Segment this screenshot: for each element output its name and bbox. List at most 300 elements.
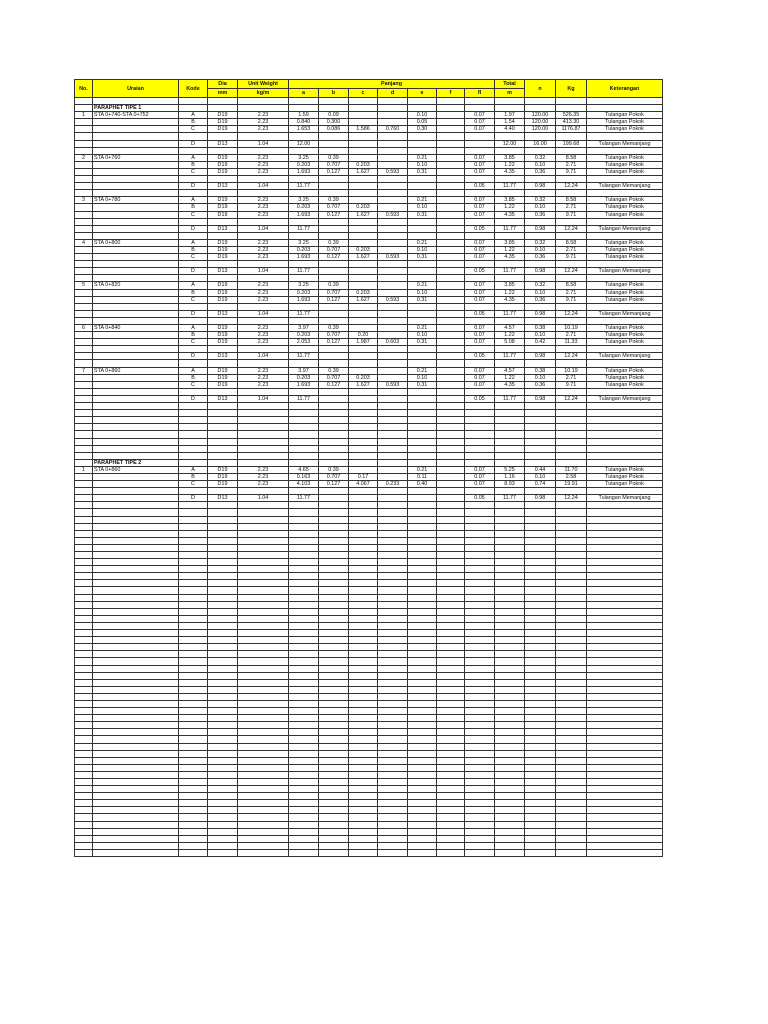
cell-c[interactable] [349, 594, 378, 601]
cell-fl[interactable] [465, 438, 495, 445]
header-unit-weight[interactable]: Unit Weight [238, 80, 289, 89]
cell-dia[interactable]: D19 [208, 367, 238, 374]
cell-fl[interactable] [465, 594, 495, 601]
cell-e[interactable] [408, 729, 437, 736]
cell-b[interactable]: 0.127 [319, 381, 349, 388]
cell-b[interactable] [319, 268, 349, 275]
cell-no[interactable] [75, 317, 93, 324]
cell-n[interactable] [525, 658, 556, 665]
cell-keterangan[interactable]: Tulangan Pokok [587, 367, 663, 374]
cell-b[interactable] [319, 98, 349, 105]
cell-e[interactable] [408, 828, 437, 835]
cell-c[interactable] [349, 147, 378, 154]
cell-fl[interactable] [465, 559, 495, 566]
cell-e[interactable] [408, 786, 437, 793]
cell-total[interactable] [495, 658, 525, 665]
cell-kode[interactable]: A [179, 282, 208, 289]
cell-e[interactable] [408, 835, 437, 842]
cell-f[interactable] [437, 204, 465, 211]
cell-n[interactable] [525, 261, 556, 268]
cell-uraian[interactable] [93, 651, 179, 658]
cell-kode[interactable]: B [179, 204, 208, 211]
cell-c[interactable]: 0.203 [349, 374, 378, 381]
cell-a[interactable]: 1.59 [289, 112, 319, 119]
cell-kode[interactable] [179, 176, 208, 183]
cell-f[interactable] [437, 587, 465, 594]
cell-n[interactable]: 0.74 [525, 481, 556, 488]
cell-keterangan[interactable] [587, 431, 663, 438]
cell-d[interactable] [378, 608, 408, 615]
cell-fl[interactable] [465, 388, 495, 395]
cell-dia[interactable]: D19 [208, 154, 238, 161]
cell-kg[interactable]: 9.71 [556, 168, 587, 175]
cell-b[interactable] [319, 395, 349, 402]
cell-f[interactable] [437, 566, 465, 573]
cell-b[interactable]: 0.707 [319, 204, 349, 211]
cell-e[interactable] [408, 644, 437, 651]
cell-unit-weight[interactable]: 2.23 [238, 254, 289, 261]
cell-no[interactable] [75, 303, 93, 310]
cell-d[interactable] [378, 403, 408, 410]
cell-dia[interactable] [208, 630, 238, 637]
cell-c[interactable] [349, 438, 378, 445]
cell-uraian[interactable] [93, 502, 179, 509]
cell-unit-weight[interactable] [238, 658, 289, 665]
cell-d[interactable] [378, 842, 408, 849]
cell-d[interactable] [378, 112, 408, 119]
cell-a[interactable] [289, 360, 319, 367]
cell-unit-weight[interactable] [238, 807, 289, 814]
cell-fl[interactable]: 0.07 [465, 168, 495, 175]
cell-kg[interactable] [556, 587, 587, 594]
cell-dia[interactable] [208, 544, 238, 551]
cell-keterangan[interactable]: Tulangan Pokok [587, 246, 663, 253]
cell-e[interactable] [408, 495, 437, 502]
cell-e[interactable] [408, 800, 437, 807]
cell-kode[interactable] [179, 771, 208, 778]
cell-total[interactable] [495, 275, 525, 282]
cell-kg[interactable] [556, 438, 587, 445]
cell-kg[interactable]: 2.71 [556, 289, 587, 296]
cell-kode[interactable] [179, 147, 208, 154]
cell-kode[interactable] [179, 98, 208, 105]
cell-fl[interactable] [465, 580, 495, 587]
cell-f[interactable] [437, 686, 465, 693]
cell-b[interactable] [319, 105, 349, 112]
cell-e[interactable] [408, 268, 437, 275]
cell-uraian[interactable] [93, 601, 179, 608]
cell-e[interactable] [408, 395, 437, 402]
cell-e[interactable] [408, 665, 437, 672]
cell-a[interactable] [289, 630, 319, 637]
cell-uraian[interactable]: STA 0+840 [93, 325, 179, 332]
cell-keterangan[interactable] [587, 317, 663, 324]
cell-keterangan[interactable] [587, 814, 663, 821]
cell-a[interactable] [289, 693, 319, 700]
cell-e[interactable]: 0.40 [408, 481, 437, 488]
cell-d[interactable] [378, 325, 408, 332]
cell-n[interactable] [525, 303, 556, 310]
cell-fl[interactable] [465, 729, 495, 736]
cell-no[interactable] [75, 204, 93, 211]
cell-dia[interactable] [208, 615, 238, 622]
cell-dia[interactable] [208, 658, 238, 665]
cell-dia[interactable]: D19 [208, 481, 238, 488]
cell-unit-weight[interactable] [238, 502, 289, 509]
cell-fl[interactable]: 0.07 [465, 197, 495, 204]
cell-fl[interactable] [465, 828, 495, 835]
cell-keterangan[interactable] [587, 793, 663, 800]
cell-total[interactable]: 4.40 [495, 126, 525, 133]
cell-f[interactable] [437, 452, 465, 459]
cell-c[interactable] [349, 154, 378, 161]
cell-f[interactable] [437, 339, 465, 346]
cell-f[interactable] [437, 332, 465, 339]
cell-a[interactable] [289, 445, 319, 452]
cell-uraian[interactable] [93, 757, 179, 764]
cell-dia[interactable] [208, 807, 238, 814]
cell-e[interactable] [408, 573, 437, 580]
cell-fl[interactable]: 0.07 [465, 161, 495, 168]
cell-a[interactable] [289, 559, 319, 566]
cell-total[interactable] [495, 98, 525, 105]
cell-n[interactable] [525, 771, 556, 778]
cell-no[interactable] [75, 190, 93, 197]
cell-f[interactable] [437, 835, 465, 842]
cell-c[interactable] [349, 431, 378, 438]
cell-uraian[interactable] [93, 708, 179, 715]
cell-kg[interactable] [556, 800, 587, 807]
cell-uraian[interactable] [93, 211, 179, 218]
cell-d[interactable] [378, 800, 408, 807]
cell-e[interactable]: 0.30 [408, 126, 437, 133]
cell-fl[interactable] [465, 800, 495, 807]
cell-fl[interactable] [465, 771, 495, 778]
cell-c[interactable] [349, 119, 378, 126]
cell-uraian[interactable] [93, 587, 179, 594]
cell-no[interactable] [75, 346, 93, 353]
cell-no[interactable] [75, 644, 93, 651]
cell-dia[interactable] [208, 133, 238, 140]
cell-dia[interactable] [208, 275, 238, 282]
cell-a[interactable] [289, 729, 319, 736]
cell-b[interactable] [319, 743, 349, 750]
cell-fl[interactable] [465, 530, 495, 537]
cell-c[interactable] [349, 849, 378, 856]
cell-d[interactable] [378, 119, 408, 126]
cell-n[interactable] [525, 232, 556, 239]
cell-kode[interactable]: B [179, 119, 208, 126]
cell-unit-weight[interactable] [238, 438, 289, 445]
cell-fl[interactable] [465, 190, 495, 197]
cell-d[interactable] [378, 544, 408, 551]
cell-dia[interactable] [208, 105, 238, 112]
cell-f[interactable] [437, 374, 465, 381]
cell-f[interactable] [437, 580, 465, 587]
cell-a[interactable]: 1.693 [289, 296, 319, 303]
cell-f[interactable] [437, 254, 465, 261]
cell-a[interactable] [289, 133, 319, 140]
cell-uraian[interactable] [93, 339, 179, 346]
cell-a[interactable] [289, 147, 319, 154]
cell-f[interactable] [437, 466, 465, 473]
cell-e[interactable]: 0.21 [408, 466, 437, 473]
cell-total[interactable] [495, 516, 525, 523]
cell-no[interactable] [75, 133, 93, 140]
cell-unit-weight[interactable] [238, 828, 289, 835]
cell-dia[interactable]: D19 [208, 239, 238, 246]
cell-total[interactable] [495, 622, 525, 629]
cell-no[interactable] [75, 232, 93, 239]
cell-n[interactable] [525, 637, 556, 644]
cell-fl[interactable] [465, 317, 495, 324]
cell-c[interactable] [349, 452, 378, 459]
cell-dia[interactable] [208, 637, 238, 644]
cell-unit-weight[interactable] [238, 679, 289, 686]
cell-fl[interactable] [465, 232, 495, 239]
cell-b[interactable] [319, 779, 349, 786]
cell-f[interactable] [437, 630, 465, 637]
cell-b[interactable] [319, 679, 349, 686]
cell-uraian[interactable]: STA 0+760 [93, 154, 179, 161]
cell-keterangan[interactable]: Tulangan Pokok [587, 197, 663, 204]
cell-uraian[interactable] [93, 828, 179, 835]
cell-fl[interactable] [465, 147, 495, 154]
cell-total[interactable] [495, 644, 525, 651]
cell-b[interactable] [319, 686, 349, 693]
cell-unit-weight[interactable] [238, 842, 289, 849]
cell-e[interactable] [408, 587, 437, 594]
cell-e[interactable] [408, 303, 437, 310]
cell-no[interactable] [75, 445, 93, 452]
cell-e[interactable] [408, 771, 437, 778]
cell-e[interactable] [408, 147, 437, 154]
cell-total[interactable]: 4.57 [495, 325, 525, 332]
cell-e[interactable] [408, 317, 437, 324]
cell-no[interactable] [75, 552, 93, 559]
cell-kode[interactable] [179, 587, 208, 594]
cell-fl[interactable] [465, 445, 495, 452]
cell-kode[interactable] [179, 594, 208, 601]
cell-keterangan[interactable]: Tulangan Pokok [587, 204, 663, 211]
cell-keterangan[interactable] [587, 779, 663, 786]
cell-no[interactable] [75, 544, 93, 551]
cell-e[interactable]: 0.10 [408, 374, 437, 381]
cell-kode[interactable] [179, 750, 208, 757]
cell-a[interactable]: 0.203 [289, 332, 319, 339]
cell-d[interactable] [378, 587, 408, 594]
cell-kode[interactable] [179, 764, 208, 771]
cell-f[interactable] [437, 495, 465, 502]
cell-kg[interactable] [556, 750, 587, 757]
cell-dia[interactable] [208, 509, 238, 516]
cell-dia[interactable]: D19 [208, 332, 238, 339]
cell-keterangan[interactable] [587, 693, 663, 700]
cell-unit-weight[interactable] [238, 722, 289, 729]
cell-total[interactable] [495, 566, 525, 573]
cell-no[interactable] [75, 261, 93, 268]
cell-total[interactable] [495, 488, 525, 495]
cell-a[interactable]: 0.203 [289, 289, 319, 296]
cell-dia[interactable]: D19 [208, 126, 238, 133]
cell-kg[interactable] [556, 488, 587, 495]
cell-total[interactable] [495, 835, 525, 842]
cell-total[interactable]: 1.16 [495, 473, 525, 480]
cell-no[interactable] [75, 729, 93, 736]
header-kode[interactable]: Kode [179, 80, 208, 98]
cell-unit-weight[interactable] [238, 445, 289, 452]
cell-uraian[interactable] [93, 800, 179, 807]
cell-total[interactable] [495, 261, 525, 268]
cell-f[interactable] [437, 282, 465, 289]
cell-kode[interactable] [179, 665, 208, 672]
cell-d[interactable] [378, 360, 408, 367]
cell-d[interactable] [378, 133, 408, 140]
cell-a[interactable] [289, 403, 319, 410]
cell-d[interactable]: 0.593 [378, 168, 408, 175]
cell-fl[interactable] [465, 743, 495, 750]
cell-dia[interactable]: D13 [208, 495, 238, 502]
cell-unit-weight[interactable] [238, 190, 289, 197]
cell-n[interactable] [525, 743, 556, 750]
cell-fl[interactable]: 0.07 [465, 339, 495, 346]
cell-a[interactable]: 1.653 [289, 126, 319, 133]
cell-n[interactable]: 0.10 [525, 289, 556, 296]
cell-total[interactable] [495, 708, 525, 715]
cell-kode[interactable] [179, 743, 208, 750]
cell-c[interactable]: 4.067 [349, 481, 378, 488]
cell-keterangan[interactable] [587, 516, 663, 523]
cell-n[interactable] [525, 665, 556, 672]
cell-kode[interactable]: D [179, 353, 208, 360]
cell-keterangan[interactable] [587, 530, 663, 537]
cell-d[interactable] [378, 630, 408, 637]
cell-a[interactable] [289, 849, 319, 856]
cell-c[interactable] [349, 608, 378, 615]
cell-keterangan[interactable]: Tulangan Memanjang [587, 140, 663, 147]
cell-unit-weight[interactable] [238, 559, 289, 566]
cell-unit-weight[interactable] [238, 459, 289, 466]
cell-b[interactable] [319, 708, 349, 715]
cell-kg[interactable] [556, 360, 587, 367]
cell-b[interactable] [319, 821, 349, 828]
cell-f[interactable] [437, 246, 465, 253]
cell-n[interactable] [525, 537, 556, 544]
cell-d[interactable] [378, 566, 408, 573]
cell-fl[interactable] [465, 573, 495, 580]
cell-f[interactable] [437, 651, 465, 658]
cell-fl[interactable]: 0.05 [465, 183, 495, 190]
cell-dia[interactable] [208, 559, 238, 566]
cell-e[interactable] [408, 516, 437, 523]
cell-total[interactable] [495, 552, 525, 559]
cell-uraian[interactable] [93, 119, 179, 126]
cell-kg[interactable] [556, 232, 587, 239]
cell-n[interactable] [525, 672, 556, 679]
cell-total[interactable] [495, 757, 525, 764]
cell-uraian[interactable] [93, 835, 179, 842]
cell-total[interactable] [495, 523, 525, 530]
cell-n[interactable] [525, 708, 556, 715]
cell-uraian[interactable] [93, 729, 179, 736]
cell-e[interactable]: 0.21 [408, 239, 437, 246]
cell-e[interactable] [408, 842, 437, 849]
cell-d[interactable] [378, 105, 408, 112]
header-keterangan[interactable]: Keterangan [587, 80, 663, 98]
cell-dia[interactable] [208, 729, 238, 736]
cell-a[interactable]: 3.25 [289, 239, 319, 246]
cell-d[interactable] [378, 700, 408, 707]
cell-kg[interactable] [556, 417, 587, 424]
cell-e[interactable] [408, 353, 437, 360]
cell-keterangan[interactable] [587, 842, 663, 849]
cell-kode[interactable] [179, 615, 208, 622]
cell-f[interactable] [437, 715, 465, 722]
cell-e[interactable]: 0.21 [408, 282, 437, 289]
cell-dia[interactable] [208, 303, 238, 310]
cell-c[interactable] [349, 821, 378, 828]
cell-no[interactable]: 2 [75, 154, 93, 161]
cell-dia[interactable]: D19 [208, 473, 238, 480]
cell-no[interactable] [75, 700, 93, 707]
cell-keterangan[interactable] [587, 594, 663, 601]
cell-a[interactable] [289, 658, 319, 665]
cell-a[interactable] [289, 459, 319, 466]
cell-dia[interactable] [208, 672, 238, 679]
cell-keterangan[interactable] [587, 488, 663, 495]
cell-c[interactable] [349, 225, 378, 232]
cell-c[interactable] [349, 502, 378, 509]
cell-total[interactable]: 11.77 [495, 183, 525, 190]
cell-no[interactable] [75, 637, 93, 644]
cell-dia[interactable]: D19 [208, 374, 238, 381]
cell-uraian[interactable] [93, 353, 179, 360]
cell-dia[interactable] [208, 771, 238, 778]
cell-keterangan[interactable]: Tulangan Pokok [587, 466, 663, 473]
cell-dia[interactable] [208, 594, 238, 601]
cell-a[interactable]: 11.77 [289, 310, 319, 317]
cell-fl[interactable] [465, 360, 495, 367]
cell-kode[interactable] [179, 133, 208, 140]
cell-a[interactable] [289, 750, 319, 757]
cell-unit-weight[interactable] [238, 452, 289, 459]
cell-f[interactable] [437, 133, 465, 140]
cell-f[interactable] [437, 530, 465, 537]
cell-fl[interactable] [465, 537, 495, 544]
cell-unit-weight[interactable]: 1.04 [238, 495, 289, 502]
cell-no[interactable]: 1 [75, 112, 93, 119]
cell-n[interactable] [525, 580, 556, 587]
cell-keterangan[interactable] [587, 828, 663, 835]
cell-no[interactable] [75, 310, 93, 317]
cell-kg[interactable]: 12.24 [556, 353, 587, 360]
cell-f[interactable] [437, 325, 465, 332]
cell-b[interactable] [319, 722, 349, 729]
cell-kg[interactable] [556, 835, 587, 842]
cell-kode[interactable] [179, 622, 208, 629]
cell-kode[interactable]: A [179, 112, 208, 119]
cell-uraian[interactable] [93, 849, 179, 856]
cell-no[interactable] [75, 509, 93, 516]
cell-no[interactable] [75, 381, 93, 388]
cell-unit-weight[interactable] [238, 516, 289, 523]
cell-e[interactable] [408, 445, 437, 452]
cell-kg[interactable]: 9.71 [556, 381, 587, 388]
cell-d[interactable] [378, 218, 408, 225]
cell-total[interactable]: 4.35 [495, 296, 525, 303]
cell-d[interactable] [378, 523, 408, 530]
cell-e[interactable] [408, 679, 437, 686]
